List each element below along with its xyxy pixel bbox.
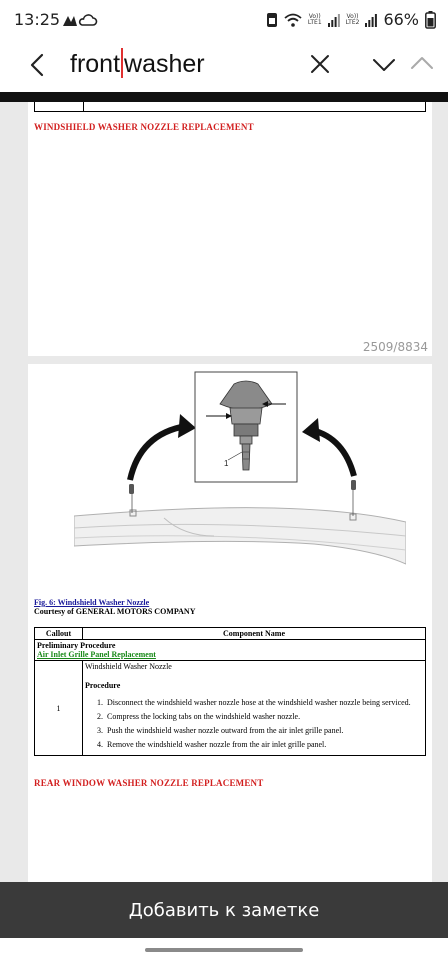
signal-icon	[365, 13, 377, 27]
status-time: 13:25	[14, 10, 61, 29]
back-arrow-icon[interactable]	[24, 50, 52, 80]
cloud-icon	[80, 15, 97, 25]
preliminary-cell	[35, 640, 426, 661]
search-bar	[0, 40, 448, 92]
table-header-row	[35, 628, 426, 640]
procedure-steps	[85, 698, 423, 749]
search-query-before-cursor: front	[70, 50, 121, 78]
document-top-rule	[0, 92, 448, 102]
table-row	[35, 640, 426, 661]
table-row	[35, 661, 426, 756]
battery-icon	[425, 11, 436, 29]
list-item: 4. Remove the windshield washer nozzle from the air inlet grille panel.	[97, 740, 327, 749]
figure-credit: Courtesy of GENERAL MOTORS COMPANY	[34, 607, 196, 616]
preliminary-label: Preliminary Procedure	[37, 641, 116, 650]
section-heading: WINDSHIELD WASHER NOZZLE REPLACEMENT	[34, 122, 254, 132]
page-indicator: 2509/8834	[362, 340, 428, 354]
text-cursor	[121, 48, 123, 78]
card-icon	[266, 12, 278, 28]
figure-callout-number: 1	[224, 459, 229, 468]
signal-icon	[328, 13, 340, 27]
list-item: 2. Compress the locking tabs on the windshield washer nozzle.	[97, 712, 301, 721]
chevron-down-icon[interactable]	[372, 52, 396, 76]
section-heading: REAR WINDOW WASHER NOZZLE REPLACEMENT	[34, 778, 264, 788]
add-to-note-button[interactable]: Добавить к заметке	[128, 899, 320, 921]
document-page	[28, 102, 432, 356]
table-fragment	[34, 102, 426, 112]
wifi-icon	[284, 12, 302, 28]
chevron-up-icon[interactable]	[410, 52, 434, 76]
status-bar	[0, 0, 448, 40]
document-page	[28, 364, 432, 882]
figure-caption-link[interactable]: Fig. 6: Windshield Washer Nozzle	[34, 598, 150, 607]
list-item: 1. Disconnect the windshield washer nozzle hose at the windshield washer nozzle being serviced.	[97, 698, 411, 707]
search-query-after-cursor: washer	[124, 50, 205, 78]
table-header-callout: Callout	[35, 628, 83, 640]
search-input[interactable]	[70, 46, 290, 82]
sim2-indicator	[346, 14, 360, 26]
component-name: Windshield Washer Nozzle	[85, 662, 172, 671]
document-viewer[interactable]	[0, 102, 448, 882]
table-header-component: Component Name	[83, 628, 426, 640]
add-to-note-bar[interactable]	[0, 882, 448, 938]
component-table	[34, 627, 426, 756]
status-right-icons	[266, 10, 436, 29]
preliminary-link[interactable]: Air Inlet Grille Panel Replacement	[37, 650, 156, 659]
list-item: 3. Push the windshield washer nozzle outward from the air inlet grille panel.	[97, 726, 344, 735]
component-cell	[83, 661, 426, 756]
sim2-label-top: Vo))	[346, 12, 359, 20]
sim1-label-bottom: LTE1	[307, 18, 322, 26]
callout-number: 1	[35, 661, 83, 756]
battery-percent: 66%	[383, 10, 419, 29]
status-left-icons	[62, 12, 98, 33]
close-icon[interactable]	[308, 52, 332, 76]
washer-nozzle-illustration	[74, 368, 406, 586]
home-gesture-handle[interactable]	[145, 948, 303, 952]
signal-brand-icon	[63, 16, 77, 26]
navigation-bar	[0, 938, 448, 960]
sim2-label-bottom: LTE2	[345, 18, 360, 26]
sim1-label-top: Vo))	[308, 12, 321, 20]
sim1-indicator	[308, 14, 322, 26]
procedure-label: Procedure	[85, 681, 121, 690]
